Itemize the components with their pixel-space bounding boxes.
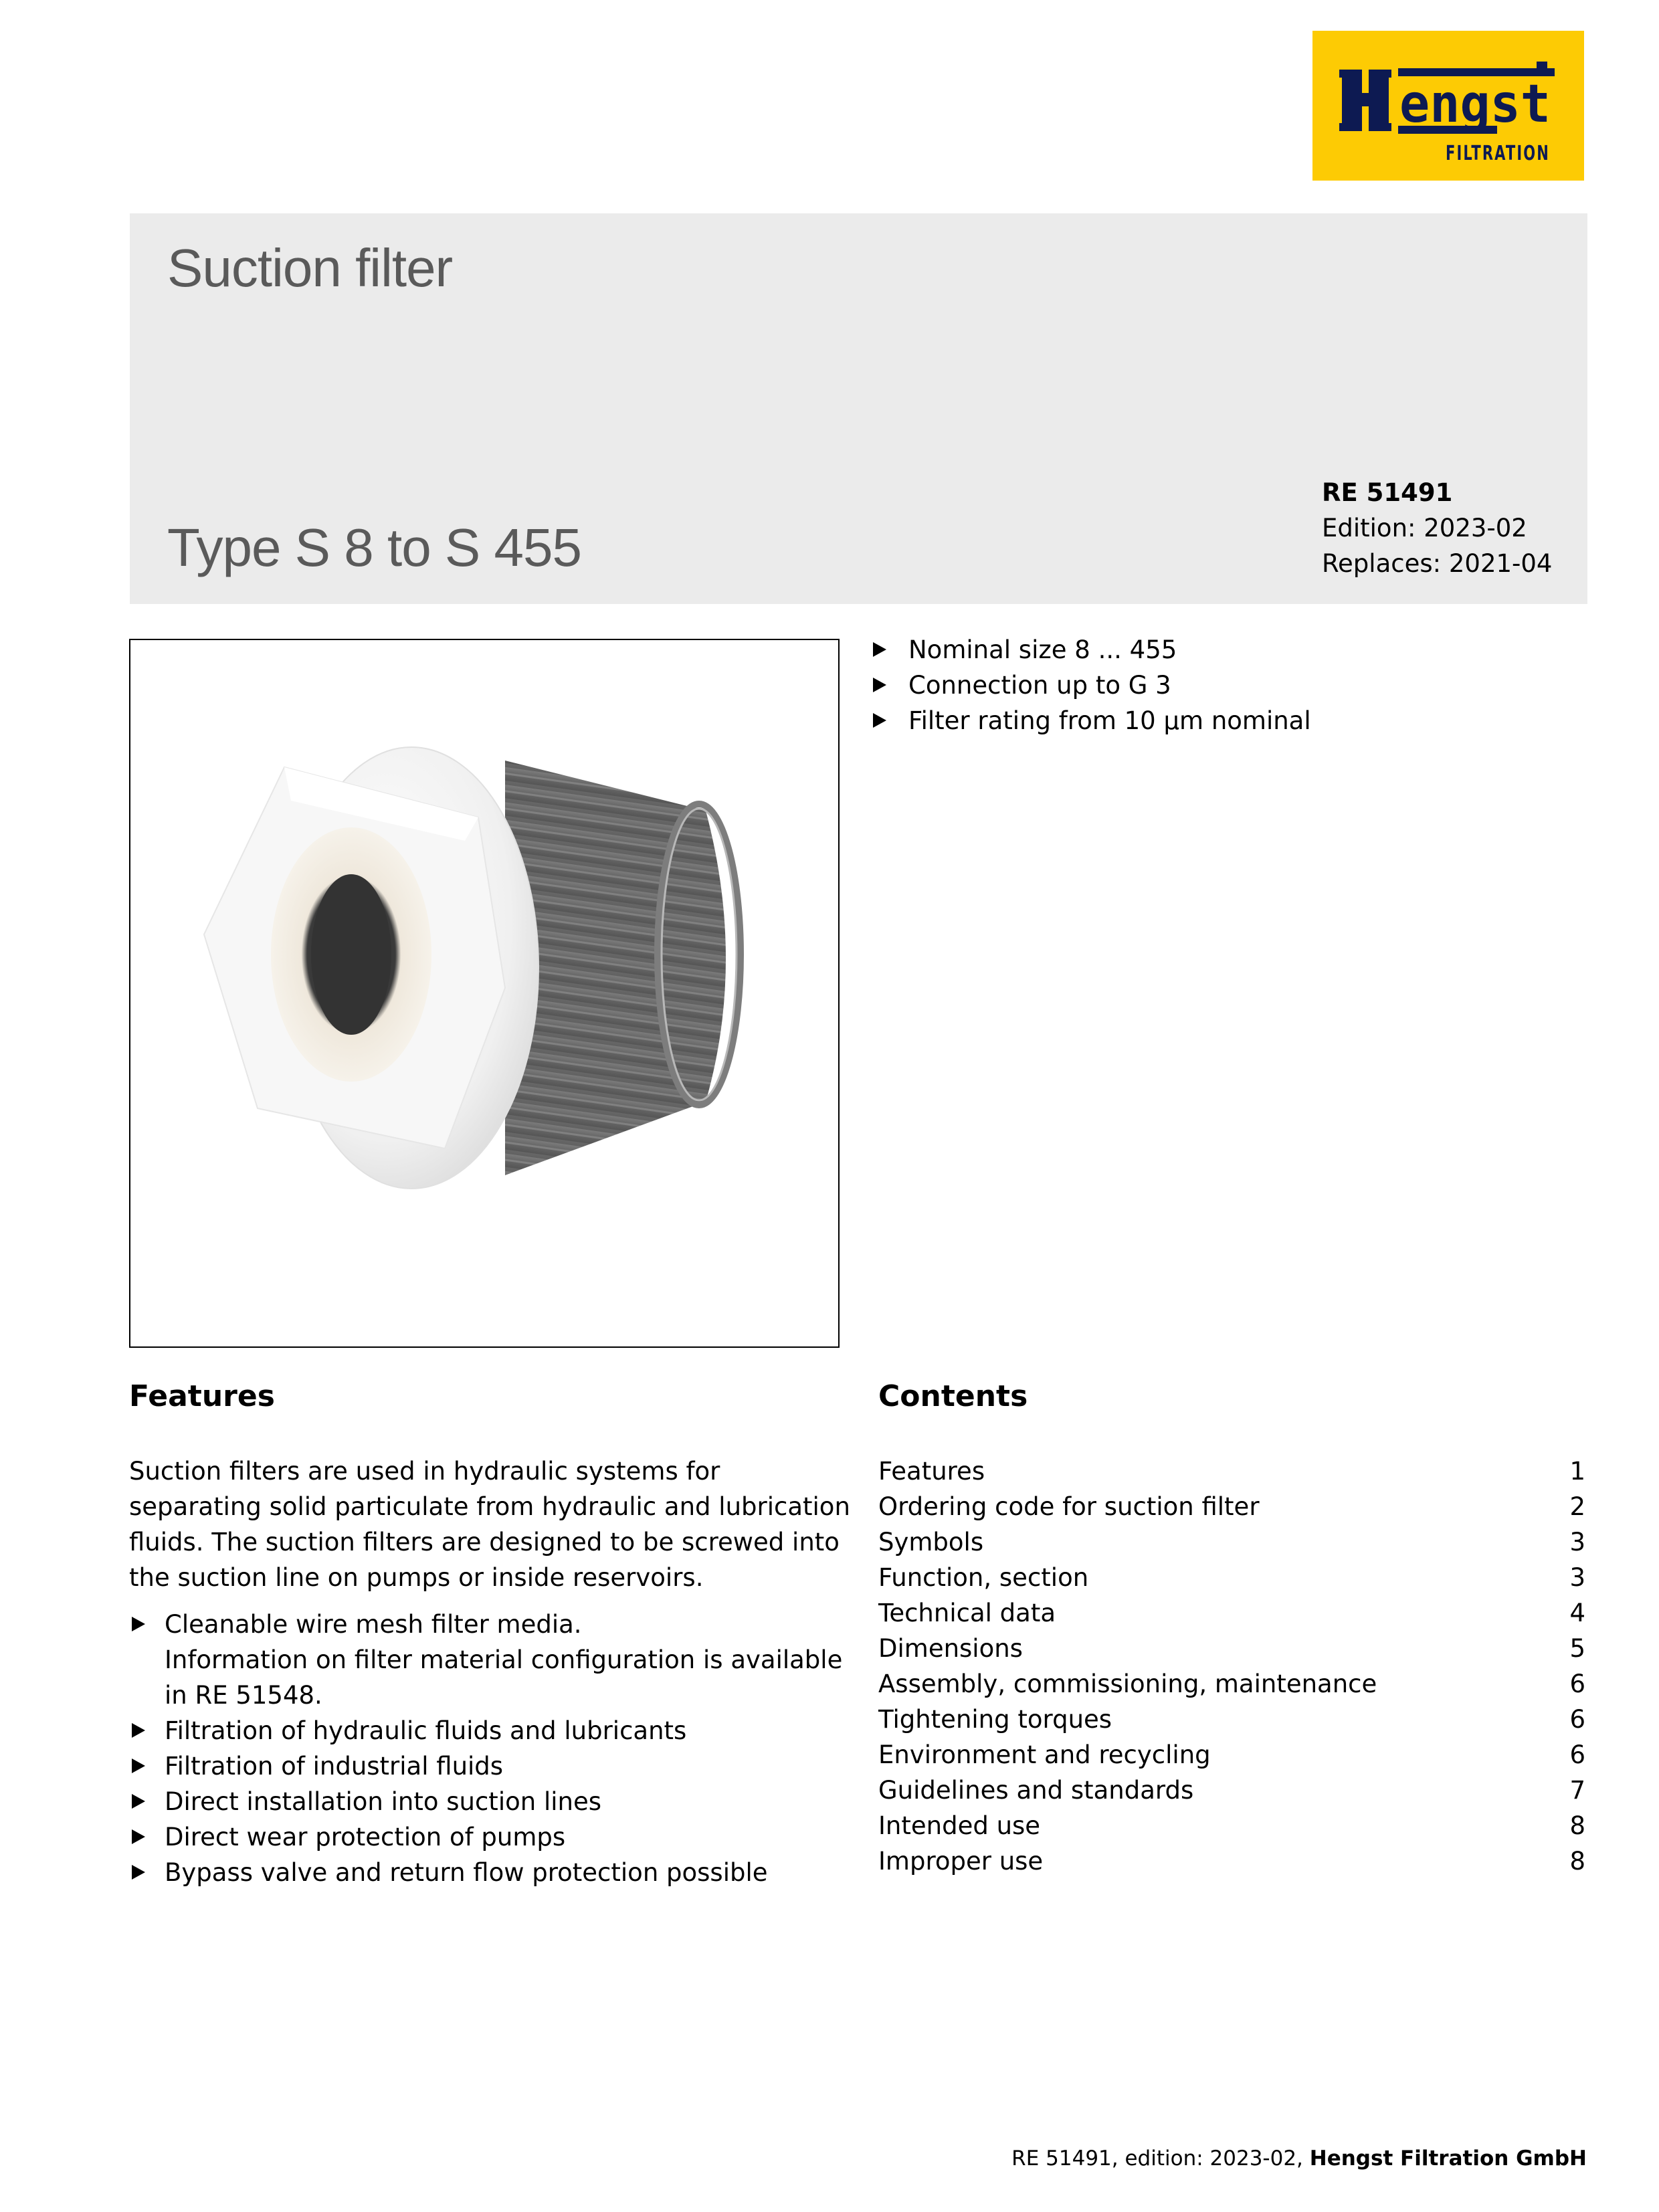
bullet-triangle-icon [132, 1723, 145, 1738]
toc-label[interactable]: Dimensions [878, 1634, 1023, 1663]
toc-label[interactable]: Symbols [878, 1528, 984, 1556]
edition-date: Edition: 2023-02 [1322, 514, 1527, 542]
toc-row[interactable] [878, 1843, 1585, 1879]
toc-label[interactable]: Assembly, commissioning, maintenance [878, 1670, 1377, 1698]
feature-item-text: Direct wear protection of pumps [165, 1823, 566, 1851]
document-number: RE 51491 [1322, 478, 1453, 507]
toc-page: 3 [1569, 1563, 1585, 1592]
replaces-date: Replaces: 2021-04 [1322, 549, 1553, 578]
key-points [873, 632, 1582, 738]
key-point [873, 703, 1582, 738]
toc-row[interactable] [878, 1453, 1585, 1489]
key-point [873, 632, 1582, 668]
feature-item-text: Bypass valve and return flow protection possible [165, 1858, 768, 1887]
toc-page: 6 [1569, 1670, 1585, 1698]
document-subtitle: Type S 8 to S 455 [167, 518, 581, 577]
footer-company: Hengst Filtration GmbH [1309, 2146, 1587, 2171]
bullet-triangle-icon [873, 713, 886, 728]
toc-label[interactable]: Improper use [878, 1847, 1044, 1876]
toc-row[interactable] [878, 1560, 1585, 1595]
key-point-text: Filter rating from 10 µm nominal [908, 706, 1311, 735]
feature-item-text: Filtration of hydraulic fluids and lubricants [165, 1716, 687, 1745]
toc-page: 8 [1569, 1847, 1585, 1876]
toc-row[interactable] [878, 1737, 1585, 1773]
toc-page: 1 [1569, 1457, 1585, 1486]
toc-label[interactable]: Features [878, 1457, 985, 1486]
toc-row[interactable] [878, 1595, 1585, 1631]
bullet-triangle-icon [132, 1758, 145, 1773]
toc-row[interactable] [878, 1489, 1585, 1524]
toc-page: 6 [1569, 1705, 1585, 1734]
toc-page: 7 [1569, 1776, 1585, 1805]
toc-label[interactable]: Guidelines and standards [878, 1776, 1194, 1805]
contents-heading: Contents [878, 1379, 1028, 1413]
feature-item [129, 1819, 852, 1855]
feature-item-text: Cleanable wire mesh filter media. [165, 1610, 582, 1639]
toc-label[interactable]: Environment and recycling [878, 1740, 1211, 1769]
bullet-triangle-icon [132, 1794, 145, 1809]
page-footer [1011, 2144, 1587, 2173]
toc-label[interactable]: Function, section [878, 1563, 1089, 1592]
table-of-contents [878, 1453, 1585, 1879]
toc-row[interactable] [878, 1773, 1585, 1808]
toc-row[interactable] [878, 1702, 1585, 1737]
toc-label[interactable]: Technical data [878, 1599, 1056, 1627]
bullet-triangle-icon [873, 642, 886, 657]
feature-item [129, 1748, 852, 1784]
hengst-filtration-logo [1312, 31, 1584, 181]
feature-item [129, 1607, 852, 1713]
bullet-triangle-icon [873, 678, 886, 692]
footer-doc-ref: RE 51491, edition: 2023-02, [1011, 2146, 1310, 2171]
document-title: Suction filter [167, 238, 453, 298]
toc-label[interactable]: Intended use [878, 1811, 1041, 1840]
toc-page: 5 [1569, 1634, 1585, 1663]
svg-text:FILTRATION: FILTRATION [1446, 142, 1550, 165]
suction-filter-photo-icon [130, 640, 838, 1346]
feature-item [129, 1855, 852, 1890]
feature-item [129, 1784, 852, 1819]
feature-item-text: Filtration of industrial fluids [165, 1752, 504, 1781]
toc-row[interactable] [878, 1666, 1585, 1702]
feature-item-note: Information on filter material configuration is available in RE 51548. [165, 1645, 843, 1710]
toc-label[interactable]: Tightening torques [878, 1705, 1112, 1734]
hengst-logo-icon [1312, 31, 1584, 181]
toc-label[interactable]: Ordering code for suction filter [878, 1492, 1260, 1521]
document-meta [1322, 475, 1576, 581]
features-intro: Suction filters are used in hydraulic systems for separating solid particulate from hydraulic and lubrication fluids. The suction filters are designed to be screwed into the suction line on pumps or inside reservoirs. [129, 1457, 850, 1592]
features-list [129, 1607, 852, 1890]
bullet-triangle-icon [132, 1865, 145, 1880]
product-image-frame [129, 639, 840, 1348]
svg-text:engst: engst [1399, 74, 1551, 134]
features-heading: Features [129, 1379, 275, 1413]
key-point-text: Nominal size 8 ... 455 [908, 635, 1177, 664]
header-band [130, 213, 1587, 604]
toc-row[interactable] [878, 1631, 1585, 1666]
feature-item [129, 1713, 852, 1748]
toc-page: 6 [1569, 1740, 1585, 1769]
bullet-triangle-icon [132, 1829, 145, 1844]
key-point [873, 668, 1582, 703]
toc-page: 3 [1569, 1528, 1585, 1556]
toc-page: 2 [1569, 1492, 1585, 1521]
key-point-text: Connection up to G 3 [908, 671, 1171, 700]
features-body [129, 1453, 852, 1890]
toc-page: 4 [1569, 1599, 1585, 1627]
bullet-triangle-icon [132, 1617, 145, 1631]
feature-item-text: Direct installation into suction lines [165, 1787, 601, 1816]
toc-row[interactable] [878, 1524, 1585, 1560]
toc-row[interactable] [878, 1808, 1585, 1843]
toc-page: 8 [1569, 1811, 1585, 1840]
